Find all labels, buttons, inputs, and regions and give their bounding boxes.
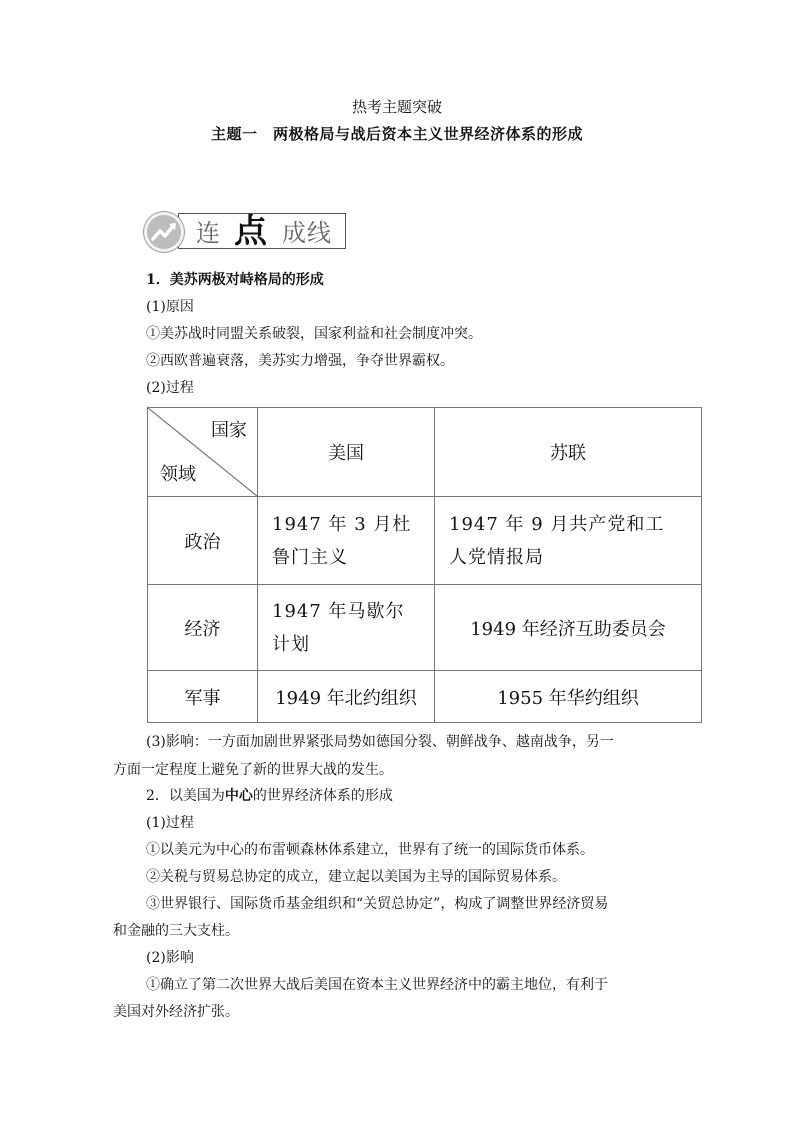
cell-line: 计划: [272, 633, 310, 655]
cell-line: 鲁门主义: [272, 546, 348, 568]
reason-1: ①美苏战时同盟关系破裂，国家利益和社会制度冲突。: [146, 326, 482, 342]
row-field-economy: 经济: [148, 585, 258, 671]
cell-ussr-military: 1955 年华约组织: [435, 671, 702, 723]
banner-text-1: 连: [196, 219, 220, 247]
cell-ussr-economy: 1949 年经济互助委员会: [435, 585, 702, 671]
process-label-2: (1)过程: [146, 815, 194, 831]
topic-title: 主题一 两极格局与战后资本主义世界经济体系的形成: [210, 125, 583, 143]
cell-line: 1947 年 9 月共产党和工: [449, 513, 665, 535]
impact-label-2: (2)影响: [146, 950, 194, 966]
reason-2: ②西欧普遍衰落，美苏实力增强，争夺世界霸权。: [146, 353, 454, 369]
page-heading: 热考主题突破: [351, 98, 442, 116]
cell-us-politics: [258, 497, 435, 585]
cell-line: 1947 年马歇尔: [272, 600, 405, 622]
table-row: [148, 585, 702, 671]
section-2-title-post: 的世界经济体系的形成: [252, 788, 393, 804]
banner-text-3: 成线: [282, 219, 332, 247]
cell-line: 人党情报局: [449, 546, 544, 568]
corner-country-label: 国家: [211, 420, 247, 441]
reason-label: (1)原因: [146, 299, 194, 315]
impact-line-1: (3)影响：一方面加剧世界紧张局势如德国分裂、朝鲜战争、越南战争，另一: [146, 734, 614, 750]
impact-line-2: 方面一定程度上避免了新的世界大战的发生。: [113, 762, 393, 778]
table-row: [148, 497, 702, 585]
comparison-table: [147, 407, 702, 723]
process-1: ①以美元为中心的布雷顿森林体系建立，世界有了统一的国际货币体系。: [146, 842, 594, 858]
column-header-us: 美国: [258, 408, 435, 497]
section-2-title: [146, 785, 393, 805]
section-2-title-bold: 中心: [224, 788, 253, 804]
column-header-ussr: 苏联: [435, 408, 702, 497]
cell-ussr-politics: [435, 497, 702, 585]
section-2-title-pre: 2．以美国为: [146, 788, 225, 804]
trend-up-icon: [144, 212, 184, 252]
process-3-line-1: ③世界银行、国际货币基金组织和“关贸总协定”，构成了调整世界经济贸易: [146, 896, 609, 912]
process-label: (2)过程: [146, 380, 194, 396]
row-field-politics: 政治: [148, 497, 258, 585]
table-corner-cell: [148, 408, 258, 497]
impact-2-line-2: 美国对外经济扩张。: [113, 1004, 239, 1020]
table-row: [148, 671, 702, 723]
cell-us-economy: [258, 585, 435, 671]
section-banner: [144, 206, 348, 252]
cell-us-military: 1949 年北约组织: [258, 671, 435, 723]
impact-2-line-1: ①确立了第二次世界大战后美国在资本主义世界经济中的霸主地位，有利于: [146, 977, 608, 993]
section-1-title: 1．美苏两极对峙格局的形成: [146, 272, 324, 288]
process-3-line-2: 和金融的三大支柱。: [113, 923, 239, 939]
banner-text-2: 点: [234, 211, 267, 250]
process-2: ②关税与贸易总协定的成立，建立起以美国为主导的国际贸易体系。: [146, 869, 566, 885]
cell-line: 1947 年 3 月杜: [272, 513, 412, 535]
row-field-military: 军事: [148, 671, 258, 723]
table-header-row: [148, 408, 702, 497]
corner-field-label: 领域: [160, 464, 196, 485]
